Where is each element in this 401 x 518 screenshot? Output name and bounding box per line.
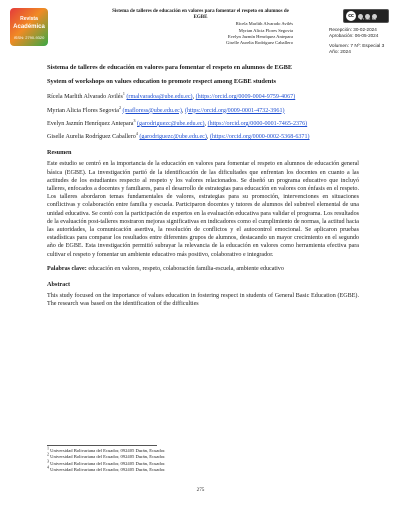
- author-email-link[interactable]: (garodriguezc@ube.edu.ec): [137, 120, 205, 127]
- page-header: [0, 0, 401, 62]
- approved-date: Aprobación: 06-05-2024: [329, 33, 379, 38]
- author-affiliation-mark: 1: [122, 91, 125, 97]
- journal-logo: [10, 8, 48, 46]
- author-orcid-link[interactable]: (https://orcid.org/0000-0001-7465-2376): [207, 120, 308, 127]
- article-body: [47, 64, 359, 309]
- author-name: Myrian Alicia Flores Segovia: [47, 107, 119, 114]
- author-entry: [47, 117, 359, 128]
- logo-line-3: ISSN: 2790-9320: [13, 35, 45, 40]
- resumen-paragraph: Este estudio se centró en la importancia de la educación en valores para fomentar el respeto en alumnos de educación general básica (EGBE). La investigación partió de la identificación de las dificultades que enfrentan los docentes en cuanto a las actitudes de los estudiantes respecto al respeto y los valores relacionados. Se diseñó un programa educativo que incluyó talleres, enfocados a docentes y familiares, para el desarrollo de estrategias para educación en valores con énfasis en el respeto. Los talleres abordaron temas fundamentales de valores, estrategias para su promoción, intervenciones en situaciones conflictivas y colaboración entre familia y escuela. Participaron docentes y tutores de alumnos del subnivel elemental de una unidad educativa. Se contó con la participación de expertos en la evaluación educativa para validar el programa. Los resultados de la evaluación post-talleres mostraron mejoras significativas en indicadores como el cumplimiento de normas, la actitud hacia las autoridades, la comunicación asertiva, la resolución de conflictos y el autocontrol emocional. Se aplicaron pruebas estadísticas para comparar los resultados entre diferentes grupos de alumnos, destacando un mayor crecimiento en el segundo año de EGBE. Esta investigación permitió subrayar la relevancia de la educación en valores como herramienta efectiva para cultivar el respeto y fomentar un ambiente educativo más positivo, colaborativo e integrador.: [47, 161, 359, 258]
- author-entry: [47, 93, 359, 101]
- author-affiliation-mark: 3: [133, 117, 136, 123]
- author-email-link[interactable]: (mafloress@ube.edu.ec): [122, 107, 182, 114]
- author-email-link[interactable]: (garodriguezc@ube.edu.ec): [139, 134, 207, 141]
- article-title-en: System of workshops on values education to promote respect among EGBE students: [47, 78, 276, 86]
- author-entry: [47, 104, 359, 115]
- footnote: [47, 464, 359, 473]
- author-separator: ,: [204, 120, 208, 127]
- running-author: Giselle Aurelia Rodríguez Caballero: [226, 40, 293, 46]
- resumen-heading: Resumen: [47, 149, 72, 157]
- footnote-number: 3: [47, 458, 49, 464]
- volume-block: [329, 44, 384, 56]
- author-separator: ,: [206, 134, 210, 141]
- author-entry: [47, 130, 359, 141]
- running-title: Sistema de talleres de educación en valores para fomentar el respeto en alumnos de EGBE: [112, 9, 289, 21]
- article-title-es: Sistema de talleres de educación en valores para fomentar el respeto en alumnos de EGBE: [47, 64, 293, 71]
- footnote-number: 2: [47, 451, 49, 457]
- author-orcid-link[interactable]: (https://orcid.org/0009-0004-9759-4067): [195, 94, 296, 101]
- cc-icon: cc: [346, 11, 356, 21]
- volume-number: Volumen: 7 Nº: Especial 3: [329, 44, 385, 49]
- author-separator: ,: [192, 94, 196, 101]
- keywords-label: Palabras clave:: [47, 265, 87, 272]
- author-affiliation-mark: 2: [118, 104, 121, 110]
- footnote-divider: [47, 445, 157, 446]
- footnote-number: 4: [47, 464, 49, 470]
- license-label: BY NC SA: [360, 17, 377, 21]
- running-header: [108, 9, 293, 46]
- footnote-text: Universidad Bolivariana del Ecuador, 092405 Durán, Ecuador.: [50, 448, 166, 453]
- author-email-link[interactable]: (rmalvaradoa@ube.edu.ec): [126, 94, 193, 101]
- footnotes: [47, 445, 359, 474]
- abstract-paragraph: This study focused on the importance of values education in fostering respect in students of General Basic Education (EGBE). The research was based on the identification of the difficulties: [47, 293, 359, 308]
- footnote-text: Universidad Bolivariana del Ecuador, 092405 Durán, Ecuador.: [50, 454, 166, 460]
- keywords-line: [47, 265, 359, 273]
- author-name: Rícela Marlith Alvarado Avilés: [47, 94, 123, 101]
- author-name: Giselle Aurelia Rodríguez Caballero: [47, 134, 136, 141]
- running-author: Rícela Marlith Alvarado Avilés: [235, 21, 293, 27]
- author-name: Evelyn Jazmín Henríquez Antepara: [47, 120, 134, 127]
- year: Año: 2024: [329, 50, 351, 55]
- footnote-text: Universidad Bolivariana del Ecuador, 092405 Durán, Ecuador.: [50, 460, 166, 466]
- creative-commons-badge[interactable]: [343, 9, 389, 23]
- keywords-text: educación en valores, respeto, colaboración familia-escuela, ambiente educativo: [88, 265, 284, 272]
- logo-line-2: Académica: [13, 24, 45, 30]
- logo-line-1: Revista: [20, 16, 38, 22]
- footnote-text: Universidad Bolivariana del Ecuador, 092405 Durán, Ecuador.: [50, 467, 166, 473]
- running-author: Myrian Alicia Flores Segovia: [238, 27, 293, 33]
- received-date: Recepción: 30-02-2024: [329, 27, 377, 32]
- author-orcid-link[interactable]: (https://orcid.org/0009-0001-4732-3961): [184, 107, 285, 114]
- author-separator: ,: [181, 107, 185, 114]
- abstract-heading: Abstract: [47, 281, 71, 289]
- author-orcid-link[interactable]: (https://orcid.org/0000-0002-5368-6371): [209, 134, 310, 141]
- page-number: 275: [196, 487, 205, 493]
- footnote-number: 1: [47, 445, 49, 451]
- author-affiliation-mark: 4: [135, 130, 138, 136]
- dates-block: [329, 27, 378, 39]
- running-author: Evelyn Jazmín Henríquez Antepara: [227, 33, 293, 39]
